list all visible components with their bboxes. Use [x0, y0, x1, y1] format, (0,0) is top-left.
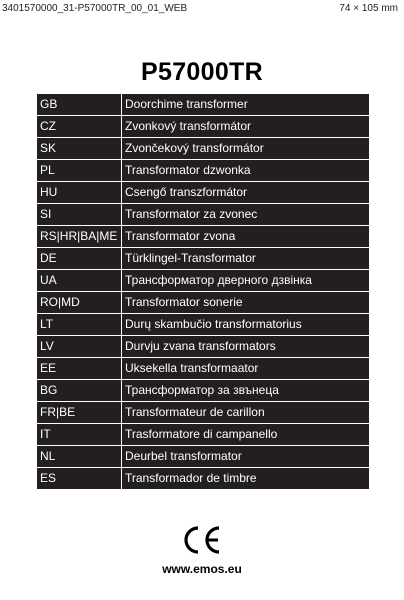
translation-text: Doorchime transformer	[122, 94, 370, 116]
translation-text: Transformator zvona	[122, 226, 370, 248]
language-code: FR|BE	[37, 402, 122, 424]
website-url: www.emos.eu	[162, 562, 242, 576]
language-code: IT	[37, 424, 122, 446]
language-table	[37, 94, 369, 489]
table-row	[37, 292, 369, 314]
language-code: LV	[37, 336, 122, 358]
table-row	[37, 226, 369, 248]
table-row	[37, 204, 369, 226]
language-code: PL	[37, 160, 122, 182]
table-row	[37, 182, 369, 204]
translation-text: Трансформатор дверного дзвінка	[122, 270, 370, 292]
product-title: P57000TR	[141, 58, 263, 86]
table-row	[37, 336, 369, 358]
language-code: SI	[37, 204, 122, 226]
translation-text: Uksekella transformaator	[122, 358, 370, 380]
translation-text: Transformador de timbre	[125, 471, 257, 485]
translation-text: Zvonkový transformátor	[122, 116, 370, 138]
table-row	[37, 160, 369, 182]
table-row	[37, 380, 369, 402]
translation-text: Türklingel-Transformator	[122, 248, 370, 270]
table-row	[37, 314, 369, 336]
language-code: RS|HR|BA|ME	[37, 226, 122, 248]
document-header	[2, 3, 398, 17]
table-row	[37, 248, 369, 270]
translation-text: Durvju zvana transformators	[122, 336, 370, 358]
table-row	[37, 116, 369, 138]
language-code: RO|MD	[37, 292, 122, 314]
table-row	[37, 402, 369, 424]
translation-text: Durų skambučio transformatorius	[122, 314, 370, 336]
language-code: LT	[37, 314, 122, 336]
language-code: DE	[37, 248, 122, 270]
table-row	[37, 446, 369, 468]
language-code: NL	[37, 446, 122, 468]
table-row	[37, 270, 369, 292]
language-code: SK	[37, 138, 122, 160]
table-row	[37, 94, 369, 116]
table-row	[37, 424, 369, 446]
table-row	[37, 358, 369, 380]
translation-text: Transformator sonerie	[122, 292, 370, 314]
page-size: 74 × 105 mm	[339, 3, 398, 14]
table-row	[37, 468, 369, 490]
translation-text: Transformator dzwonka	[122, 160, 370, 182]
translation-text: Trasformatore di campanello	[122, 424, 370, 446]
language-code: CZ	[37, 116, 122, 138]
translation-text: Transformateur de carillon	[122, 402, 370, 424]
table-row	[37, 138, 369, 160]
translation-text: Csengő transzformátor	[122, 182, 370, 204]
language-code: HU	[37, 182, 122, 204]
translation-text: Deurbel transformator	[122, 446, 370, 468]
translation-text: Трансформатор за звънеца	[122, 380, 370, 402]
translation-text: Zvončekový transformátor	[122, 138, 370, 160]
language-code: UA	[37, 270, 122, 292]
language-code: GB	[37, 94, 122, 116]
language-code: BG	[37, 380, 122, 402]
translation-text: Transformator za zvonec	[122, 204, 370, 226]
language-code: EE	[37, 358, 122, 380]
file-name: 3401570000_31-P57000TR_00_01_WEB	[2, 3, 188, 14]
ce-mark-icon	[181, 525, 223, 560]
language-code: ES	[37, 468, 122, 490]
